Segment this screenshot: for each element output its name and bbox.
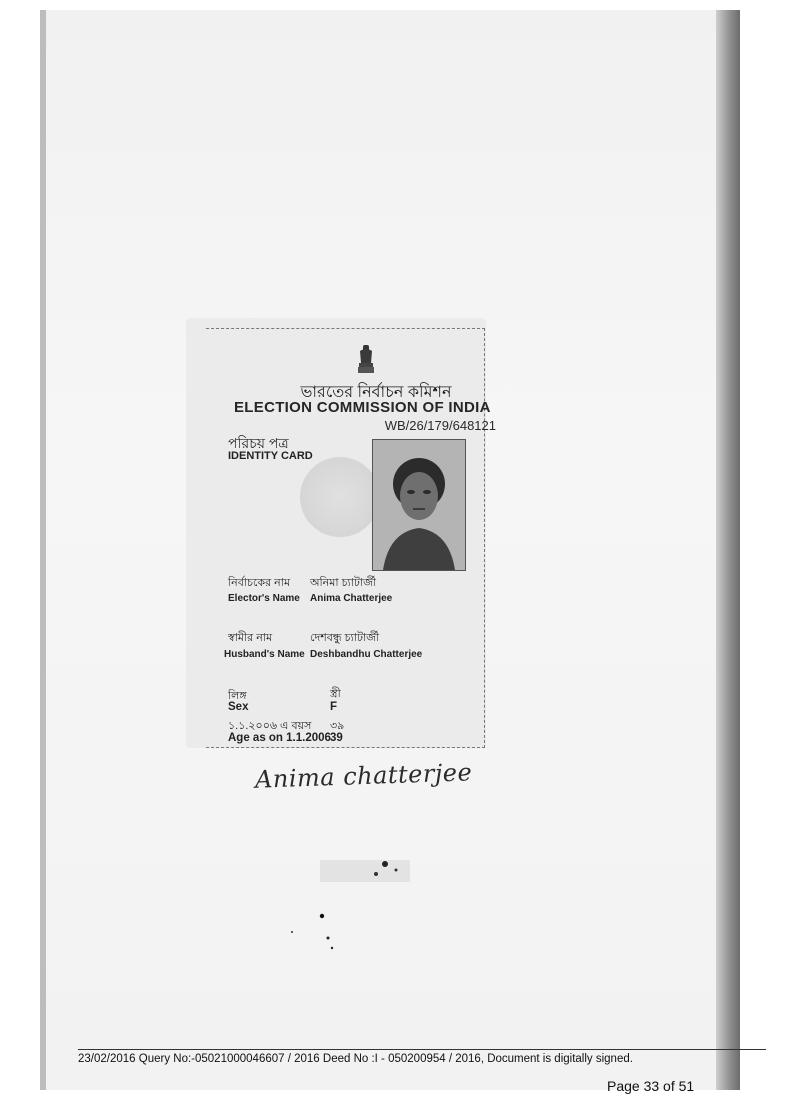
age-value-english: 39 (330, 732, 343, 744)
portrait-image (373, 440, 465, 570)
sex-value-bengali: স্ত্রী (330, 688, 341, 700)
handwritten-signature: Anima chatterjee (254, 758, 473, 794)
age-label-bengali: ১.১.২০০৬ এ বয়স (228, 720, 312, 732)
sex-value-english: F (330, 701, 338, 713)
husband-label-english: Husband's Name (224, 649, 305, 660)
elector-label-english: Elector's Name (228, 593, 300, 604)
card-label-english: IDENTITY CARD (228, 450, 313, 462)
elector-photo (372, 439, 466, 571)
sex-label-english: Sex (228, 701, 249, 713)
page-number: Page 33 of 51 (607, 1078, 695, 1094)
card-border (206, 328, 496, 748)
age-label-english: Age as on 1.1.2006 (228, 732, 331, 744)
elector-name-bengali: অনিমা চ্যাটার্জী (310, 577, 377, 589)
voter-id-card (186, 318, 496, 748)
age-value-bengali: ৩৯ (330, 720, 345, 732)
title-english: ELECTION COMMISSION OF INDIA (234, 399, 491, 416)
husband-name-bengali: দেশবন্ধু চ্যাটার্জী (310, 632, 380, 644)
epic-number: WB/26/179/648121 (384, 418, 496, 433)
husband-label-bengali: স্বামীর নাম (228, 632, 273, 644)
elector-name-english: Anima Chatterjee (310, 593, 393, 604)
national-emblem-icon (356, 343, 376, 377)
scan-noise-specks (290, 850, 450, 960)
elector-label-bengali: নির্বাচকের নাম (228, 577, 291, 589)
registration-footer: 23/02/2016 Query No:-05021000046607 / 2016 Deed No :I - 050200954 / 2016, Document is digitally signed. (78, 1053, 633, 1065)
title-bengali: ভারতের নির্বাচন কমিশন (300, 384, 452, 401)
scan-edge-right (716, 10, 740, 1090)
husband-name-english: Deshbandhu Chatterjee (310, 649, 423, 660)
card-label-bengali: পরিচয় পত্র (228, 435, 289, 451)
sex-label-bengali: লিঙ্গ (228, 690, 247, 702)
watermark-seal (300, 457, 380, 537)
footer-divider (78, 1049, 766, 1050)
scan-edge-left (40, 10, 46, 1090)
